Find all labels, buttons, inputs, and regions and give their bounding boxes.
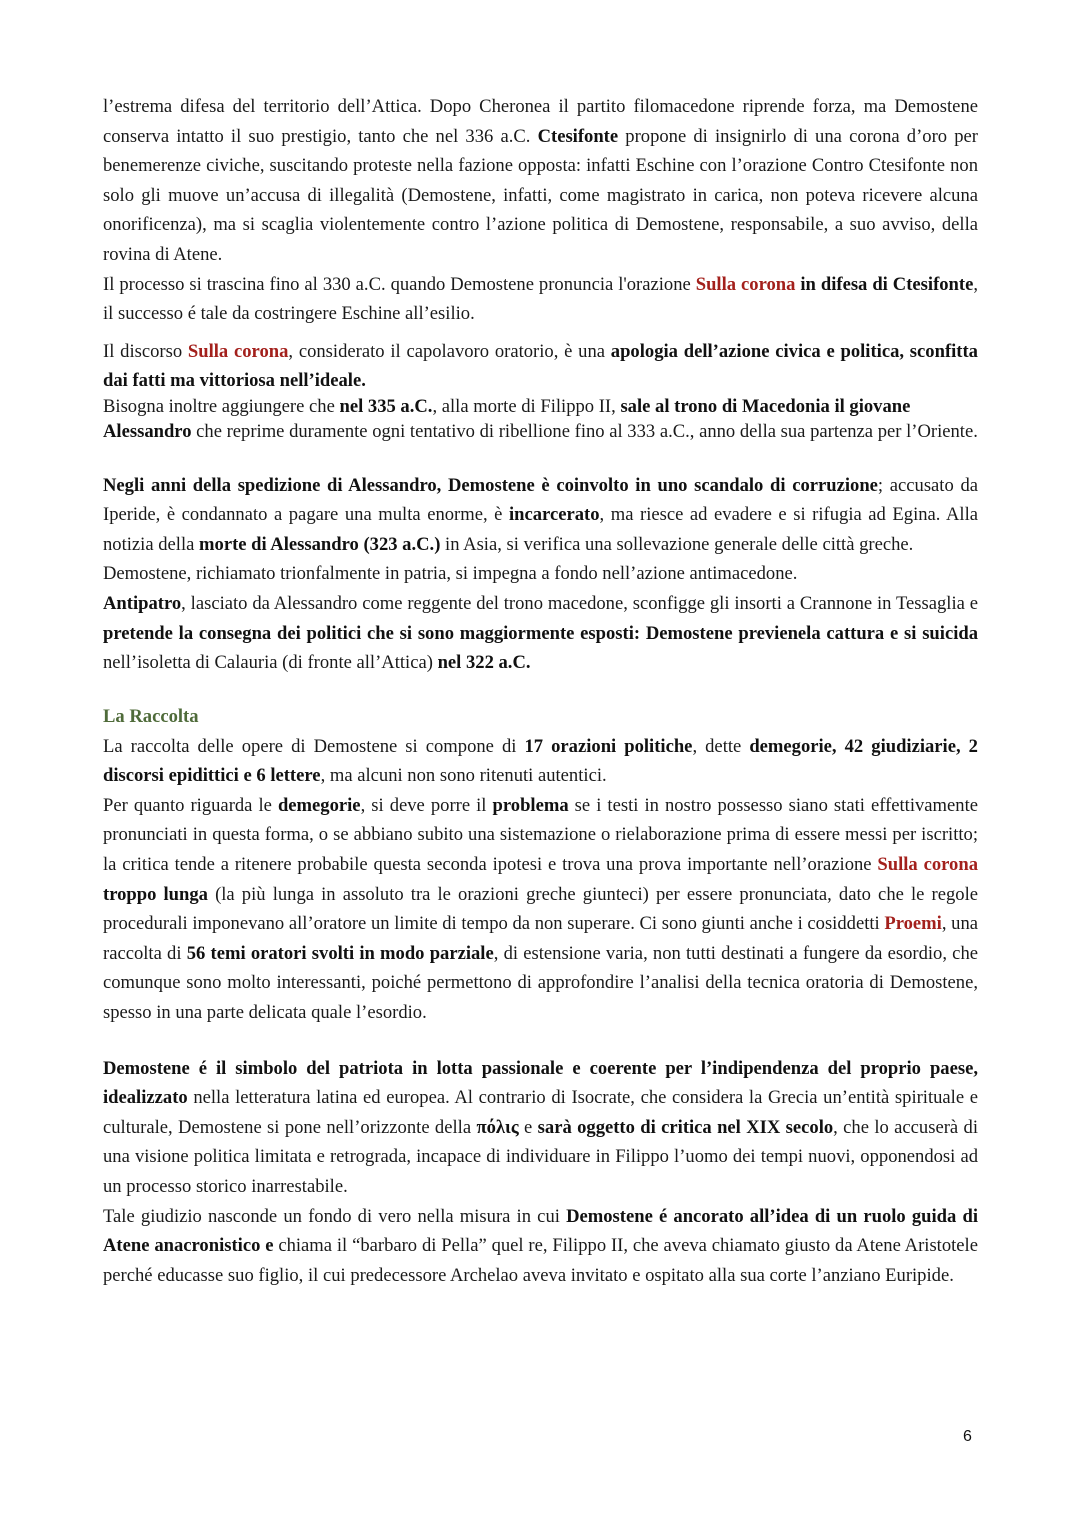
text-run: nell’isoletta di Calauria (di fronte all’Attica) (103, 652, 438, 674)
bold-text: problema (492, 794, 569, 816)
spacer (103, 447, 978, 471)
bold-text: incarcerato (508, 504, 600, 526)
bold-text: Demostene é ancorato all’idea di un ruolo guida di Atene anacronistico e (103, 1205, 978, 1257)
bold-text: demegorie, 42 giudiziarie, 2 discorsi epidittici e 6 lettere (103, 735, 978, 787)
bold-text: Antipatro (103, 592, 182, 614)
paragraph-return (103, 559, 978, 589)
text-run: , dette (692, 735, 750, 757)
text-run: che reprime duramente ogni tentativo di ribellione fino al 333 a.C., anno della sua partenza per l’Oriente. (191, 420, 978, 442)
bold-text: apologia dell’azione civica e politica, sconfitta dai fatti ma vittoriosa nell’ideale. (103, 340, 978, 392)
page-number: 6 (963, 1428, 972, 1445)
text-run: chiama il “barbaro di Pella” quel re, Filippo II, che aveva chiamato giusto da Atene Aristotele perché educasse suo figlio, il cui predecessore Archelao aveva invitato e ospitato alla sua corte l’anziano Euripide. (103, 1235, 978, 1286)
paragraph-patriot (103, 1054, 978, 1202)
section-heading-la-raccolta: La Raccolta (103, 705, 199, 727)
bold-text: Alessandro (103, 420, 192, 442)
text-run: , lasciato da Alessandro come reggente del trono macedone, sconfigge gli insorti a Crannone in Tessaglia e (181, 592, 978, 614)
text-run: Per quanto riguarda le (103, 794, 278, 816)
bold-text: demegorie (277, 794, 361, 816)
paragraph-antipatro (103, 589, 978, 678)
text-run: , alla morte di Filippo II, (432, 395, 621, 417)
text-run: propone di insignirlo di una corona d’oro per benemerenze civiche, suscitando proteste nella fazione opposta: infatti Eschine con l’orazione Contro Ctesifonte non solo gli muove un’accusa di illegalità (Demostene, infatti, come magistrato in carica, non poteva ricevere alcuna onorificenza), ma si scaglia violentemente contro l’azione politica di Demostene, responsabile, a suo avviso, della rovina di Atene. (103, 125, 978, 265)
text-run: , una raccolta di (103, 913, 978, 964)
bold-text: in difesa di Ctesifonte (795, 273, 974, 295)
bold-text: Ctesifonte (537, 125, 619, 147)
text-run: e (518, 1116, 538, 1138)
text-run: nella letteratura latina ed europea. Al contrario di Isocrate, che considera la Grecia un’entità spirituale e culturale, Demostene si pone nell’orizzonte della (103, 1087, 978, 1138)
text-run: in Asia, si verifica una sollevazione generale delle città greche. (440, 533, 914, 555)
text-run: se i testi in nostro possesso siano stati effettivamente pronunciati in questa forma, o se abbiano subito una sistemazione o rielaborazione prima di essere messi per iscritto; la critica tende a ritenere probabile questa seconda ipotesi e trova una prova importante nell’orazione (103, 794, 978, 876)
text-run: , che lo accuserà di una visione politica limitata e retrograda, incapace di individuare in Filippo l’uomo dei tempi nuovi, opponendosi ad un processo storico inarrestabile. (103, 1116, 978, 1197)
text-run: , considerato il capolavoro oratorio, è una (288, 340, 611, 362)
text-run: Il processo si trascina fino al 330 a.C. quando Demostene pronuncia l'orazione (103, 273, 696, 295)
bold-text: Demostene é il simbolo del patriota in lotta passionale e coerente per l’indipendenza del proprio paese, idealizzato (103, 1057, 978, 1109)
text-run: La raccolta delle opere di Demostene si compone di (103, 735, 525, 757)
paragraph-sulla-corona (103, 337, 978, 396)
highlighted-title: Sulla corona (187, 340, 289, 362)
bold-text: nel 335 a.C. (339, 395, 433, 417)
paragraph-judgment (103, 1202, 978, 1291)
paragraph-scandal (103, 471, 978, 560)
spacer (103, 329, 978, 337)
paragraph-alessandro-ascension (103, 396, 978, 417)
text-run: Demostene, richiamato trionfalmente in patria, si impegna a fondo nell’azione antimacedone. (103, 563, 798, 585)
text-run: Tale giudizio nasconde un fondo di vero nella misura in cui (103, 1205, 567, 1227)
bold-text: Negli anni della spedizione di Alessandro, Demostene è coinvolto in uno scandalo di corruzione (103, 474, 878, 496)
text-run: , si deve porre il (360, 794, 493, 816)
text-run: Il discorso (103, 340, 188, 362)
text-run: (la più lunga in assoluto tra le orazioni greche giunteci) per essere pronunciata, dato che le regole procedurali imponevano all’oratore un limite di tempo da non superare. Ci sono giunti anche i cosiddetti (103, 883, 978, 935)
highlighted-title: Sulla corona (877, 854, 978, 876)
bold-text: nel 322 a.C. (437, 652, 531, 674)
bold-text: sale al trono di Macedonia il giovane (620, 395, 911, 417)
paragraph-collection (103, 732, 978, 791)
bold-text: sarà oggetto di critica nel XIX secolo (537, 1116, 834, 1138)
paragraph-trial (103, 270, 978, 329)
text-run: , il successo é tale da costringere Eschine all’esilio. (103, 273, 978, 325)
bold-text: troppo lunga (103, 883, 208, 905)
document-page (103, 92, 978, 1290)
paragraph-ctesifonte-proposal (103, 92, 978, 270)
text-run: l’estrema difesa del territorio dell’Attica. Dopo Cheronea il partito filomacedone riprende forza, ma Demostene conserva intatto il suo prestigio, tanto che nel 336 a.C. (103, 96, 978, 147)
text-run: , di estensione varia, non tutti destinati a fungere da esordio, che comunque sono molto interessanti, poiché permettono di approfondire l’analisi della tecnica oratoria di Demostene, spesso in una parte delicata quale l’esordio. (103, 942, 978, 1024)
spacer (103, 678, 978, 702)
bold-text: pretende la consegna dei politici che si sono maggiormente esposti: Demostene previenela cattura e si suicida (103, 622, 978, 644)
bold-text: πόλις (476, 1116, 519, 1138)
paragraph-demegorie (103, 791, 978, 1028)
highlighted-title: Sulla corona (695, 273, 796, 295)
paragraph-alessandro-reign (103, 417, 978, 447)
bold-text: morte di Alessandro (323 a.C.) (199, 533, 441, 555)
text-run: Bisogna inoltre aggiungere che (103, 395, 340, 417)
highlighted-title: Proemi (884, 913, 942, 935)
text-run: ; accusato da Iperide, è condannato a pagare una multa enorme, è (103, 474, 978, 526)
bold-text: 17 orazioni politiche (524, 735, 693, 757)
text-run: , ma riesce ad evadere e si rifugia ad Egina. Alla notizia della (103, 504, 978, 555)
text-run: , ma alcuni non sono ritenuti autentici. (320, 765, 607, 787)
bold-text: 56 temi oratori svolti in modo parziale (186, 942, 494, 964)
spacer (103, 1028, 978, 1054)
